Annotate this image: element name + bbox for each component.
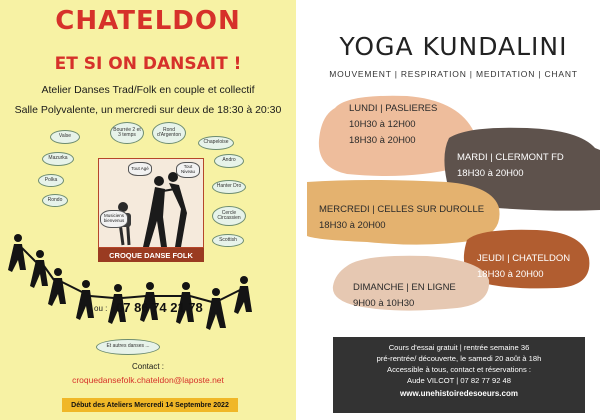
slot-line: MERCREDI | CELLES SUR DUROLLE <box>319 204 485 215</box>
slot-line: 18H30 à 20H00 <box>457 168 524 179</box>
slot-line: MARDI | CLERMONT FD <box>457 152 564 163</box>
dance-bubble: Et autres danses ... <box>96 339 160 355</box>
slot-line: 18H30 à 20H00 <box>319 220 386 231</box>
slot-lundi <box>349 101 437 149</box>
slot-dimanche <box>353 280 456 312</box>
poster-right <box>307 0 600 420</box>
info-footer <box>333 337 585 413</box>
footer-line: Cours d'essai gratuit | rentrée semaine 36 <box>388 343 530 352</box>
phone-number: 07 86 74 21 78 <box>116 300 203 315</box>
poster-left <box>0 0 296 420</box>
footer-line: Aude VILCOT | 07 82 77 92 48 <box>407 376 511 385</box>
yoga-subtitle: MOUVEMENT | RESPIRATION | MEDITATION | CHANT <box>329 69 578 79</box>
slot-mardi <box>457 150 564 182</box>
dance-bubble: Cercle Circassien <box>212 206 246 226</box>
atelier-description: Atelier Danses Trad/Folk en couple et collectif <box>41 84 255 96</box>
dance-bubble: Scottish <box>212 234 244 247</box>
yoga-title: YOGA KUNDALINI <box>339 32 568 61</box>
poster-subtitle: ET SI ON DANSAIT ! <box>54 54 242 74</box>
slot-line: 18H30 à 20H00 <box>477 269 544 280</box>
schedule-line: Salle Polyvalente, un mercredi sur deux de 18:30 à 20:30 <box>14 104 282 116</box>
dance-bubble: Rond d'Argenton <box>152 122 186 144</box>
dance-bubble: Polka <box>38 174 64 187</box>
dance-bubble: Valse <box>50 130 80 144</box>
dance-bubble: Hanter Dro <box>212 180 246 194</box>
start-date-banner: Début des Ateliers Mercredi 14 Septembre 2022 <box>62 398 238 412</box>
poster-title: CHATELDON <box>55 6 241 36</box>
slot-line: LUNDI | PASLIERES <box>349 103 438 114</box>
slot-line: 18H30 à 20H00 <box>349 135 416 146</box>
footer-line: pré-rentrée/ découverte, le samedi 20 août à 18h <box>376 354 542 363</box>
phone-prefix: ou : <box>94 304 108 313</box>
dance-bubble: Andro <box>214 154 244 168</box>
contact-email: croquedansefolk.chateldon@laposte.net <box>72 375 224 385</box>
dance-bubble: Chapeloise <box>198 136 234 150</box>
slot-mercredi <box>319 202 484 234</box>
website-link[interactable]: www.unehistoiredesoeurs.com <box>400 389 518 398</box>
dancer-bubble: Musiciens bienvenus <box>100 210 128 228</box>
dancer-bubble: Tout Agé <box>128 162 152 176</box>
slot-line: 10H30 à 12H00 <box>349 119 416 130</box>
slot-line: DIMANCHE | EN LIGNE <box>353 282 456 293</box>
dancing-figures <box>0 200 296 350</box>
slot-line: JEUDI | CHATELDON <box>477 253 571 264</box>
footer-line: Accessible à tous, contact et réservations : <box>387 365 531 374</box>
dance-bubble: Mazurka <box>42 152 74 166</box>
croque-danse-label: CROQUE DANSE FOLK <box>98 248 204 262</box>
slot-line: 9H00 à 10H30 <box>353 298 415 309</box>
slot-jeudi <box>477 251 570 283</box>
dance-bubble: Rondo <box>42 194 68 207</box>
dancer-bubble: Tout Niveau <box>176 162 200 178</box>
contact-label: Contact : <box>131 362 164 371</box>
dance-bubble: Bourrée 2 et 3 temps <box>110 122 144 144</box>
